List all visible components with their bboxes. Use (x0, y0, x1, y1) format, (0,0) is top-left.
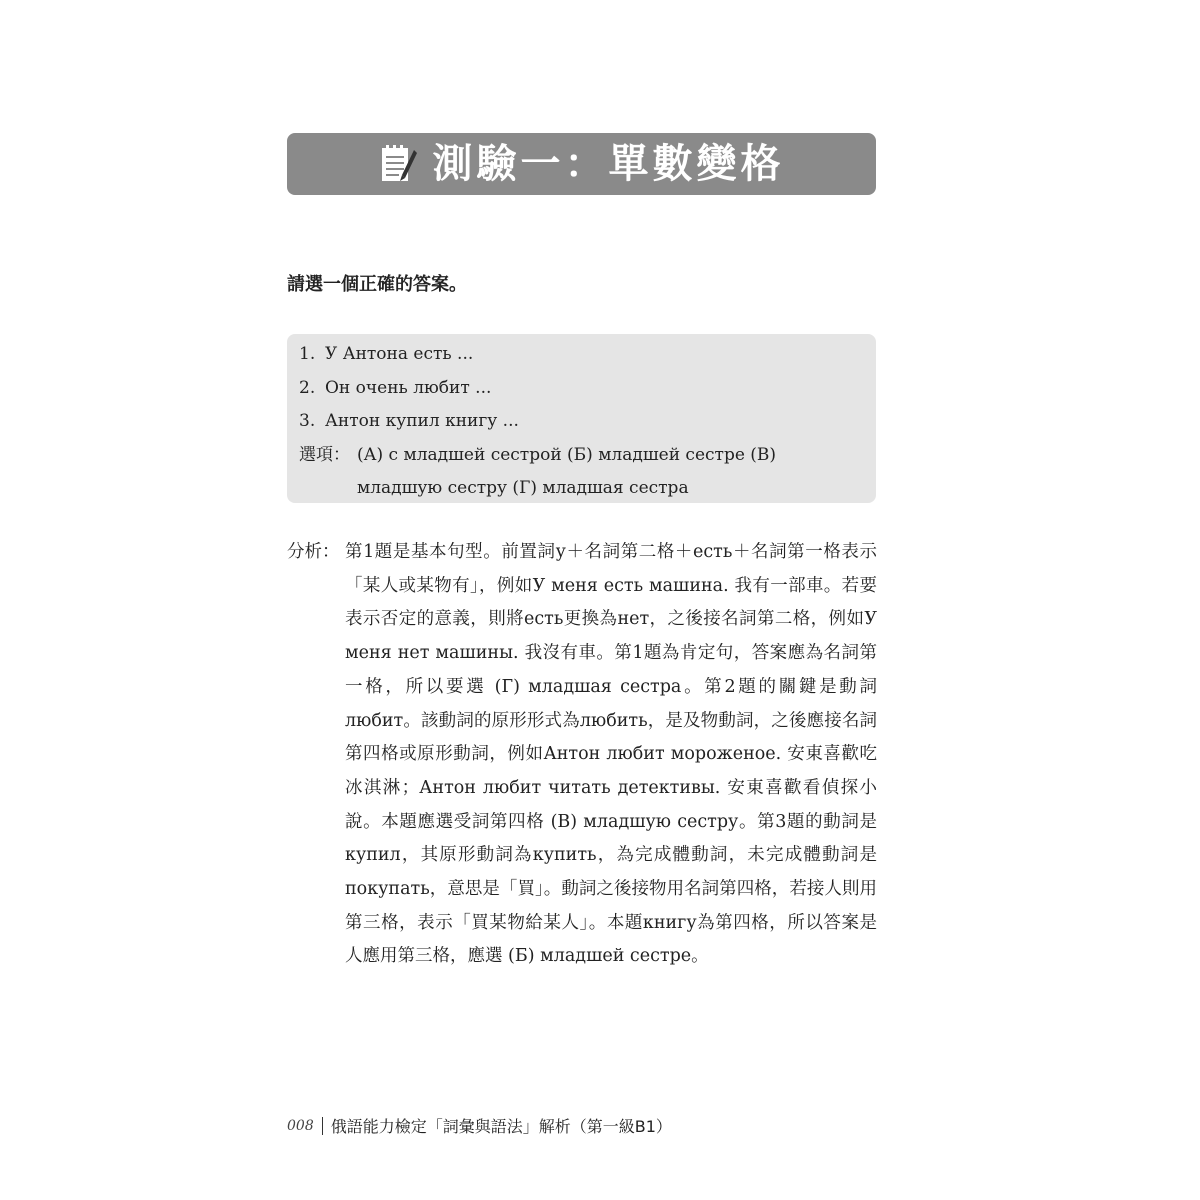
question-number: 3. (299, 411, 316, 431)
section-title-banner (287, 133, 876, 195)
analysis-label: 分析： (287, 542, 340, 562)
answer-options (299, 439, 864, 506)
footer-divider (322, 1117, 323, 1135)
question-item (299, 405, 864, 439)
notepad-pencil-icon (379, 142, 419, 186)
question-box (287, 334, 876, 503)
question-text: У Антона есть ... (325, 344, 474, 364)
analysis-section (287, 536, 887, 974)
analysis-text: 第1題是基本句型。前置詞у＋名詞第二格＋есть＋名詞第一格表示「某人或某物有」，例如У меня есть машина. 我有一部車。若要表示否定的意義，則將есть更換為нет，之後接名詞第二格，例如У меня нет машины. 我沒有車。第1題為肯定句，答案應為名詞第一格，所以要選 (Г) младшая сестра。第2題的關鍵是動詞любит。該動詞的原形形式為любить，是及物動詞，之後應接名詞第四格或原形動詞，例如Антон любит мороженое. 安東喜歡吃冰淇淋；Антон любит читать детективы. 安東喜歡看偵探小說。本題應選受詞第四格 (В) младшую сестру。第3題的動詞是купил，其原形動詞為купить，為完成體動詞，未完成體動詞是покупать，意思是「買」。動詞之後接物用名詞第四格，若接人則用第三格，表示「買某物給某人」。本題книгу為第四格，所以答案是人應用第三格，應選 (Б) младшей сестре。 (345, 542, 877, 967)
options-text: (А) с младшей сестрой (Б) младшей сестре (В) младшую сестру (Г) младшая сестра (357, 444, 777, 498)
question-text: Он очень любит ... (325, 377, 492, 398)
book-title: 俄語能力檢定「詞彙與語法」解析（第一級B1） (330, 1117, 672, 1136)
page-number: 008 (287, 1117, 314, 1134)
question-item (299, 338, 864, 372)
instruction-text: 請選一個正確的答案。 (287, 274, 467, 295)
question-number: 1. (299, 344, 316, 364)
question-number: 2. (299, 377, 316, 398)
options-label: 選項： (299, 444, 350, 465)
section-title: 測驗一：單數變格 (432, 141, 785, 187)
page-footer (287, 1114, 672, 1137)
question-text: Антон купил книгу ... (325, 411, 519, 431)
question-item (299, 372, 864, 406)
